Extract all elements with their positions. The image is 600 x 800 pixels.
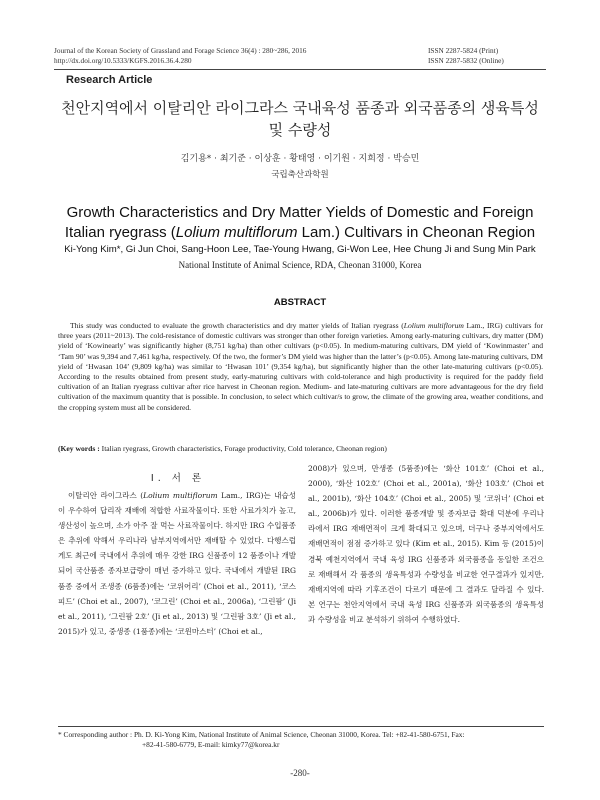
- korean-authors: 김기용* · 최기준 · 이상훈 · 황태영 · 이기원 · 지희정 · 박승민: [180, 154, 420, 164]
- title-text: Lam.) Cultivars in Cheonan Region: [297, 224, 536, 241]
- english-title-line2: [50, 222, 550, 244]
- journal-header: [54, 46, 306, 66]
- english-affiliation: National Institute of Animal Science, RDA, Cheonan 31000, Korea: [178, 260, 422, 270]
- korean-title-line1: 천안지역에서 이탈리안 라이그라스 국내육성 품종과 외국품종의 생육특성: [61, 99, 539, 117]
- intro-left-column: [58, 488, 296, 639]
- body-text: 이탈리안 라이그라스 (: [68, 491, 144, 500]
- footnote-line1: * Corresponding author : Ph. D. Ki-Yong Kim, National Institute of Animal Science, Cheonan 31000, Korea. Tel: +82-41-580-6751, Fax:: [58, 730, 465, 739]
- corresponding-author-footnote: [58, 730, 544, 750]
- page-number: -280-: [290, 768, 310, 778]
- doi-link[interactable]: http://dx.doi.org/10.5333/KGFS.2016.36.4.280: [54, 56, 192, 65]
- section-heading-intro: Ⅰ. 서 론: [150, 473, 206, 484]
- species-name: Lolium multiflorum: [175, 224, 298, 241]
- keywords-label: (Key words :: [58, 444, 100, 453]
- abstract-heading: ABSTRACT: [273, 297, 327, 308]
- body-text: Lam., IRG)는 내습성이 우수하여 답리작 재배에 적합한 사료작물이다. 또한 사료가치가 높고, 생산성이 높으며, 소가 아주 잘 먹는 사료작물이다. 하지만 IRG 수입품종은 추위에 약해서 우리나라 남부지역에서만 재배할 수 있었다. 다행스럽게도 최근에 국내에서 추위에 매우 강한 IRG 신품종이 12 품종이나 개발되어 국산품종 종자보급량이 매년 증가하고 있다. 국내에서 개발된 IRG 품종 중에서 조생종 (6품종)에는 ‘코위어리’ (Choi et al., 2011), ‘코스피드’ (Choi et al., 2007), ‘코그린’ (Choi et al., 2006a), ‘그린팜’ (Ji et al., 2011), ‘그린팜 2호’ (Ji et al., 2013) 및 ‘그린팜 3호’ (Ji et al., 2015)가 있고, 중생종 (1품종)에는 ‘코윈마스터’ (Choi et al.,: [58, 491, 297, 636]
- abstract-text: This study was conducted to evaluate the growth characteristics and dry matter yields of Italian ryegrass (: [70, 321, 404, 330]
- english-title-line1: Growth Characteristics and Dry Matter Yields of Domestic and Foreign: [66, 204, 534, 221]
- header-rule: [54, 69, 546, 70]
- abstract-body: [58, 321, 543, 413]
- keywords: [58, 444, 543, 454]
- keywords-list: Italian ryegrass, Growth characteristics, Forage productivity, Cold tolerance, Cheonan region): [99, 444, 387, 453]
- species-name: Lolium multiflorum: [403, 321, 464, 330]
- title-text: Italian ryegrass (: [64, 224, 176, 241]
- issn-online: ISSN 2287-5832 (Online): [428, 56, 504, 65]
- article-type: Research Article: [66, 74, 153, 86]
- issn-block: [428, 46, 548, 66]
- footnote-rule: [58, 726, 544, 727]
- korean-affiliation: 국립축산과학원: [271, 170, 329, 180]
- journal-citation: Journal of the Korean Society of Grassland and Forage Science 36(4) : 280~286, 2016: [54, 46, 307, 55]
- english-authors: Ki-Yong Kim*, Gi Jun Choi, Sang-Hoon Lee, Tae-Young Hwang, Gi-Won Lee, Hee Chung Ji and Sung Min Park: [64, 244, 536, 255]
- korean-title-line2: 및 수량성: [268, 121, 332, 139]
- footnote-line2: +82-41-580-6779, E-mail: kimky77@korea.kr: [142, 740, 280, 749]
- issn-print: ISSN 2287-5824 (Print): [428, 46, 499, 55]
- abstract-text: Lam., IRG) cultivars for three years (2011~2013). The cold-resistance of domestic cultivars was stronger than other foreign varieties. Among early-maturing cultivars, dry matter (DM) yield of ‘Kowinearly’ was significantly higher (8,751 kg/ha) than other cultivars (p<0.05). In medium-maturing cultivars, DM yield of ‘Kowinmaster’ and ‘Tam 90’ was 9,394 and 7,461 kg/ha, respectively. Of the two, the former’s DM yield was higher than the latter’s (p<0.05). Among late-maturing cultivars, DM yield of ‘Hwasan 104’ (9,809 kg/ha) was similar to ‘Hwasan 101’ (9,354 kg/ha), but significantly higher than the other late-maturing cultivars (p<0.05). According to the results obtained from present study, early-maturing cultivars with cold-tolerance and high productivity is required for the paddy field cultivation of an Italian ryegrass cultivar after rice harvest in Cheonan region. Medium- and late-maturing cultivars are more advantageous for the dry field cultivation of the maximum quantity that is possible. In conclusion, to select which cultivar/s to grow, the climate of the growing area, weather conditions, and the cropping system must all be considered.: [58, 321, 543, 412]
- intro-right-column: 2008)가 있으며, 만생종 (5품종)에는 ‘화산 101호’ (Choi et al., 2000), ‘화산 102호’ (Choi et al., 2001a), ‘화산 103호’ (Choi et al., 2001b), ‘화산 104호’ (Choi et al., 2005) 및 ‘코위너’ (Choi et al., 2006b)가 있다. 이러한 품종개발 및 종자보급 확대 덕분에 우리나라에서 IRG 재배면적이 크게 확대되고 있으며, 더구나 중부지역에서도 재배면적이 점점 증가하고 있다 (Kim et al., 2015). Kim 등 (2015)이 경북 예천지역에서 국내 육성 IRG 신품종과 외국품종을 동일한 조건으로 재배해서 각 품종의 생육특성과 수량성을 비교한 연구결과가 있지만, 재배지역에 따라 기후조건이 다르기 때문에 그 결과도 달라질 수 있다. 본 연구는 천안지역에서 국내 육성 IRG 신품종과 외국품종의 생육특성과 수량성을 비교 분석하기 위하여 수행하였다.: [308, 464, 544, 624]
- species-name: Lolium multiflorum: [143, 491, 218, 500]
